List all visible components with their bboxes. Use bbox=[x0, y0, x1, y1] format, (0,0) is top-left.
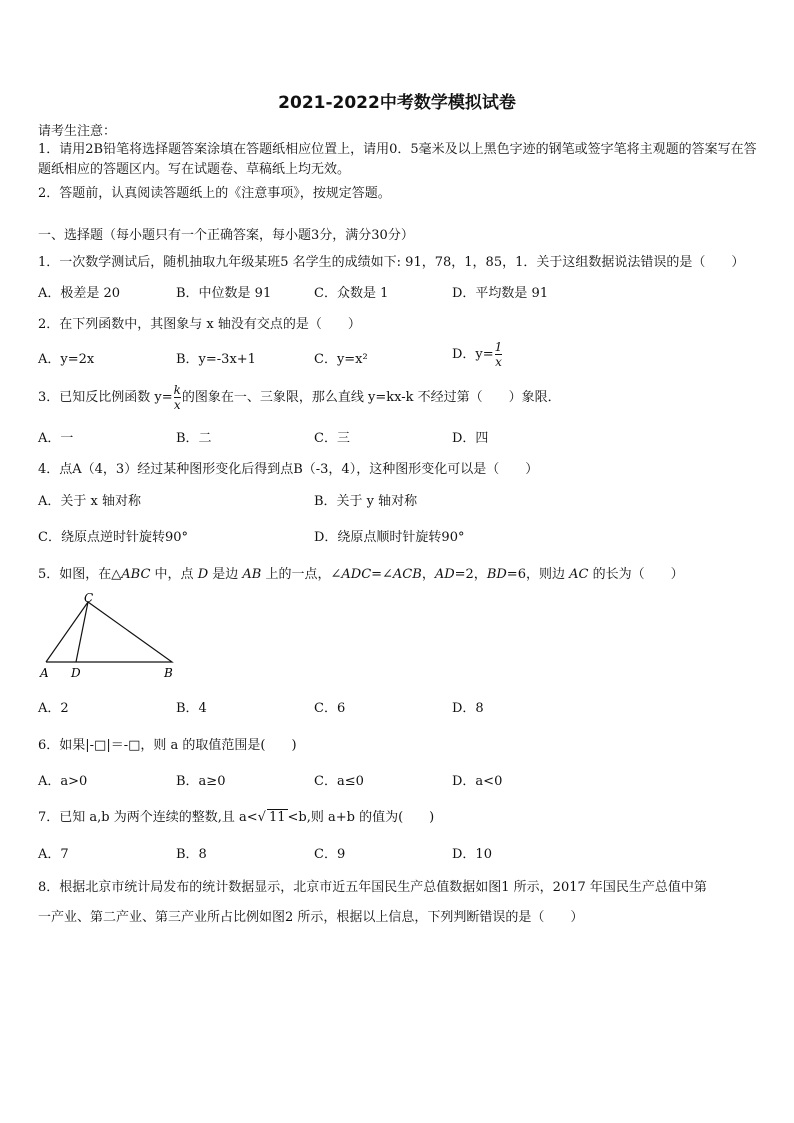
q1-option-a: A．极差是 20 bbox=[38, 286, 121, 301]
q2-option-a: A．y=2x bbox=[38, 352, 95, 367]
sqrt-radicand: 11 bbox=[268, 810, 286, 825]
q6-option-d: D．a<0 bbox=[452, 774, 503, 789]
question-4-stem: 4．点A（4，3）经过某种图形变化后得到点B（-3，4），这种图形变化可以是（ ） bbox=[38, 462, 539, 477]
q5-math: △ABC bbox=[111, 567, 151, 582]
q5-text: ， bbox=[421, 567, 435, 582]
question-8-stem-line2: 一产业、第二产业、第三产业所占比例如图2 所示，根据以上信息，下列判断错误的是（ ） bbox=[38, 910, 584, 925]
q5-text: =2， bbox=[454, 567, 487, 582]
q7-stem-suffix: <b,则 a+b 的值为( ) bbox=[287, 810, 435, 825]
vertex-label-b: B bbox=[164, 666, 173, 680]
q5-math: BD bbox=[486, 567, 507, 582]
question-8-stem-line1: 8．根据北京市统计局发布的统计数据显示，北京市近五年国民生产总值数据如图1 所示，2017 年国民生产总值中第 bbox=[38, 880, 707, 895]
section-heading: 一、选择题（每小题只有一个正确答案，每小题3分，满分30分） bbox=[38, 228, 414, 243]
fraction-numerator: k bbox=[173, 383, 181, 397]
question-7-stem bbox=[38, 806, 434, 825]
q5-math: AB bbox=[242, 567, 262, 582]
q5-option-c: C．6 bbox=[314, 701, 346, 716]
question-2-stem: 2．在下列函数中，其图象与 x 轴没有交点的是（ ） bbox=[38, 317, 361, 332]
question-1-stem: 1．一次数学测试后，随机抽取九年级某班5 名学生的成绩如下: 91，78，1，85，1．关于这组数据说法错误的是（ ） bbox=[38, 255, 745, 270]
q5-math: AC bbox=[569, 567, 589, 582]
vertex-label-d: D bbox=[71, 666, 81, 680]
q7-stem-prefix: 7．已知 a,b 为两个连续的整数,且 a< bbox=[38, 810, 258, 825]
q5-text: 是边 bbox=[208, 567, 243, 582]
q7-option-b: B．8 bbox=[176, 847, 207, 862]
question-3-stem bbox=[38, 383, 561, 412]
q7-option-c: C．9 bbox=[314, 847, 346, 862]
notice-item-2: 2．答题前，认真阅读答题纸上的《注意事项》，按规定答题。 bbox=[38, 186, 391, 201]
q3-option-a: A．一 bbox=[38, 431, 74, 446]
q3-option-c: C．三 bbox=[314, 431, 350, 446]
exam-title: 2021-2022中考数学模拟试卷 bbox=[278, 93, 516, 113]
q3-stem-suffix: 的图象在一、三象限，那么直线 y=kx-k 不经过第（ ）象限． bbox=[181, 390, 561, 405]
vertex-label-c: C bbox=[84, 591, 94, 605]
notice-heading: 请考生注意： bbox=[38, 124, 117, 139]
fraction bbox=[174, 383, 181, 412]
q4-option-c: C．绕原点逆时针旋转90° bbox=[38, 530, 188, 545]
question-5-stem bbox=[38, 563, 684, 582]
sqrt-symbol: √ bbox=[257, 810, 266, 825]
triangle-abc bbox=[46, 602, 172, 662]
q7-option-a: A．7 bbox=[38, 847, 69, 862]
q6-option-c: C．a≤0 bbox=[314, 774, 364, 789]
q5-text: 上的一点， bbox=[261, 567, 331, 582]
q4-option-a: A．关于 x 轴对称 bbox=[38, 494, 141, 509]
q5-option-b: B．4 bbox=[176, 701, 207, 716]
q5-option-a: A．2 bbox=[38, 701, 69, 716]
q1-option-b: B．中位数是 91 bbox=[176, 286, 272, 301]
q2-option-d bbox=[452, 340, 503, 369]
q3-option-d: D．四 bbox=[452, 431, 489, 446]
notice-item-1: 1．请用2B铅笔将选择题答案涂填在答题纸相应位置上，请用0．5毫米及以上黑色字迹的钢笔或签字笔将主观题的答案写在答题纸相应的答题区内。写在试题卷、草稿纸上均无效。 bbox=[38, 142, 757, 177]
triangle-figure bbox=[36, 590, 186, 685]
q6-option-a: A．a>0 bbox=[38, 774, 88, 789]
q1-option-d: D．平均数是 91 bbox=[452, 286, 549, 301]
q5-text: =6，则边 bbox=[506, 567, 570, 582]
q5-text: 中，点 bbox=[150, 567, 198, 582]
q6-option-b: B．a≥0 bbox=[176, 774, 226, 789]
q7-option-d: D．10 bbox=[452, 847, 492, 862]
q2-option-c: C．y=x² bbox=[314, 352, 368, 367]
question-6-stem: 6．如果|-□|＝-□，则 a 的取值范围是( ) bbox=[38, 738, 297, 753]
q5-math: AD bbox=[434, 567, 455, 582]
fraction bbox=[495, 340, 503, 369]
q5-math: ∠ADC=∠ACB bbox=[330, 567, 422, 582]
q3-option-b: B．二 bbox=[176, 431, 212, 446]
q5-option-d: D．8 bbox=[452, 701, 484, 716]
fraction-denominator: x bbox=[173, 398, 181, 412]
q1-option-c: C．众数是 1 bbox=[314, 286, 389, 301]
q2-option-b: B．y=-3x+1 bbox=[176, 352, 256, 367]
q4-option-b: B．关于 y 轴对称 bbox=[314, 494, 418, 509]
q5-text: 的长为（ ） bbox=[588, 567, 684, 582]
fraction-denominator: x bbox=[495, 355, 502, 369]
q2-option-d-prefix: D．y= bbox=[452, 347, 494, 362]
vertex-label-a: A bbox=[40, 666, 49, 680]
q5-text: 5．如图，在 bbox=[38, 567, 112, 582]
q4-option-d: D．绕原点顺时针旋转90° bbox=[314, 530, 465, 545]
q3-stem-prefix: 3．已知反比例函数 y= bbox=[38, 390, 173, 405]
fraction-numerator: 1 bbox=[494, 340, 503, 354]
q5-math: D bbox=[197, 567, 209, 582]
